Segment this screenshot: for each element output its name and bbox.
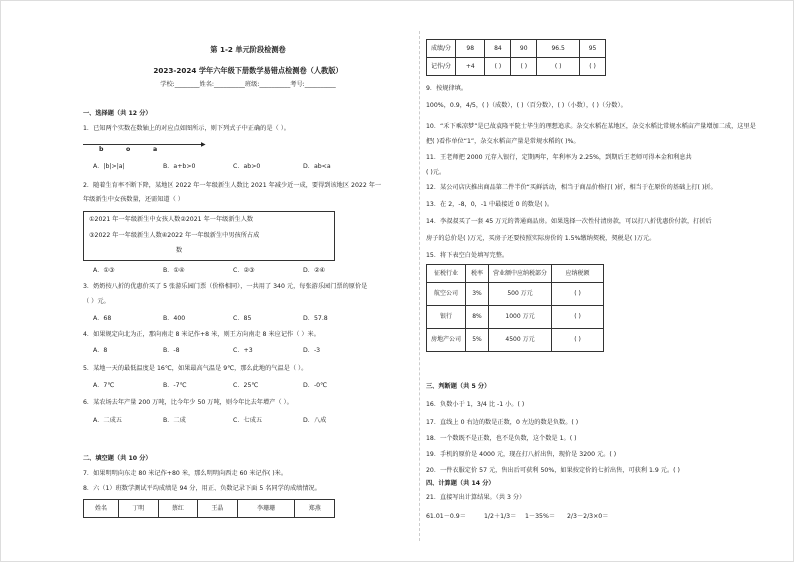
number-line-arrow: ▶ bbox=[201, 141, 206, 148]
question-19: 19．手机的原价是 4000 元，现在打八折出售，现价是 3200 元。( ) bbox=[426, 451, 617, 458]
number-line-label-o: o bbox=[126, 146, 131, 153]
tax-header-amount: 应纳税额 bbox=[552, 265, 604, 283]
q8-names-table bbox=[83, 499, 335, 518]
q8-name-cell: 丁明 bbox=[119, 500, 159, 518]
tax-cell-industry: 航空公司 bbox=[427, 283, 466, 306]
q2-option-d[interactable]: D．②④ bbox=[303, 267, 326, 274]
calc-item-3: 1－35%＝ bbox=[525, 513, 556, 520]
column-divider bbox=[419, 31, 420, 541]
q1-option-d[interactable]: D．ab<a bbox=[303, 163, 331, 170]
question-5: 5．某地一天的最低温度是 16℃，如果最高气温是 9℃，那么此地的气温是（ ）。 bbox=[83, 365, 308, 372]
question-21: 21．直接写出计算结果。（共 3 分） bbox=[426, 494, 526, 501]
question-17: 17．直线上 0 右边的数是正数，0 左边的数是负数。( ) bbox=[426, 419, 579, 426]
tax-cell-turnover: 500 万元 bbox=[489, 283, 552, 306]
section-choice: 一、选择题（共 12 分） bbox=[83, 110, 152, 117]
q2-option-a[interactable]: A．①③ bbox=[93, 267, 115, 274]
q4-option-c[interactable]: C．+3 bbox=[233, 347, 253, 354]
recorded-answer-cell[interactable]: ( ) bbox=[580, 58, 606, 76]
page-subtitle: 2023-2024 学年六年级下册数学易错点检测卷（人教版） bbox=[153, 66, 343, 75]
score-cell: 98 bbox=[456, 40, 485, 58]
q8-name-cell: 郑燕 bbox=[295, 500, 335, 518]
calc-item-1: 61.01－0.9＝ bbox=[426, 513, 466, 520]
score-cell: 90 bbox=[511, 40, 537, 58]
q6-option-a[interactable]: A．二成五 bbox=[93, 417, 122, 424]
tax-cell-rate: 3% bbox=[466, 283, 489, 306]
recorded-row-header: 记作/分 bbox=[427, 58, 456, 76]
q5-option-c[interactable]: C．25℃ bbox=[233, 382, 259, 389]
question-15: 15．将下表空白处填写完整。 bbox=[426, 252, 509, 259]
question-14-line2: 房子的总价是( )万元，买房子还要按照实际房价的 1.5%缴纳契税，契税是( )万元。 bbox=[426, 235, 656, 242]
q6-option-c[interactable]: C．七成五 bbox=[233, 417, 263, 424]
q1-option-a[interactable]: A．|b|>|a| bbox=[93, 163, 125, 170]
question-8: 8．六（1）班数学测试平均成绩是 94 分，用正、负数记录下面 5 名同学的成绩情况。 bbox=[83, 485, 321, 492]
question-16: 16．负数小于 1，3/4 比 -1 小。( ) bbox=[426, 401, 525, 408]
q1-options bbox=[93, 163, 373, 171]
question-14-line1: 14．李叔叔买了一套 45 万元的普通商品房。如果选择一次性付清房款，可以打八折优惠价付款，打折后 bbox=[426, 218, 712, 225]
q4-option-b[interactable]: B．-8 bbox=[163, 347, 180, 354]
q8-name-cell: 李珊珊 bbox=[237, 500, 295, 518]
student-info-line: 学校:________姓名:__________班级:__________考号:__________ bbox=[160, 81, 336, 88]
page-title: 第 1-2 单元阶段检测卷 bbox=[210, 45, 286, 54]
recorded-answer-cell[interactable]: ( ) bbox=[511, 58, 537, 76]
question-18: 18．一个数既不是正数，也不是负数，这个数是 1。( ) bbox=[426, 435, 577, 442]
q6-options bbox=[93, 417, 373, 425]
q6-option-b[interactable]: B．二成 bbox=[163, 417, 186, 424]
tax-cell-turnover: 4500 万元 bbox=[489, 329, 552, 352]
tax-header-industry: 征税行业 bbox=[427, 265, 466, 283]
score-row-header: 成绩/分 bbox=[427, 40, 456, 58]
calc-item-4: 2/3－2/3×0＝ bbox=[567, 513, 609, 520]
q5-option-a[interactable]: A．7℃ bbox=[93, 382, 115, 389]
tax-cell-answer[interactable]: ( ) bbox=[552, 329, 604, 352]
tax-cell-answer[interactable]: ( ) bbox=[552, 306, 604, 329]
question-13: 13．在 2，-8，0，-1 中最接近 0 的数是( )。 bbox=[426, 201, 554, 208]
q1-option-b[interactable]: B．a+b>0 bbox=[163, 163, 196, 170]
q3-option-b[interactable]: B．400 bbox=[163, 315, 186, 322]
question-7: 7．如果明明向东走 80 米记作+80 米，那么明明向西走 60 米记作( )米。 bbox=[83, 470, 288, 477]
question-3-line1: 3．奶奶按八折的优惠价买了 5 张游乐园门票（价格相同），一共用了 340 元，每张游乐园门票的原价是 bbox=[83, 283, 368, 290]
question-2-line1: 2．随着生育率不断下降，某地区 2022 年一年级新生人数比 2021 年减少近一成，要得到该地区 2022 年一 bbox=[83, 182, 382, 189]
score-cell: 84 bbox=[485, 40, 511, 58]
calc-item-2: 1/2＋1/3＝ bbox=[484, 513, 517, 520]
tax-table bbox=[426, 264, 604, 352]
question-12: 12．某公司店庆推出商品第二件半价“买鲜活动，相当于商品价格打( )折，相当于在原价的基础上打( )折。 bbox=[426, 184, 717, 191]
tax-header-turnover: 营业额中应纳税部分 bbox=[489, 265, 552, 283]
q5-options bbox=[93, 382, 373, 390]
q6-option-d[interactable]: D．八成 bbox=[303, 417, 327, 424]
question-4: 4．如果规定向北为正，那向南走 8 米记作+8 米，则王方向南走 8 米应记作（ ）米。 bbox=[83, 331, 320, 338]
question-11-line1: 11．王老师把 2000 元存入银行，定期两年，年利率为 2.25%，到期后王老师可得本金和利息共 bbox=[426, 154, 692, 161]
q2-option-c[interactable]: C．②③ bbox=[233, 267, 255, 274]
q2-options bbox=[93, 267, 373, 275]
q4-options bbox=[93, 347, 373, 355]
recorded-answer-cell[interactable]: ( ) bbox=[537, 58, 580, 76]
q2-box-line1: ①2021 年一年级新生中女孩人数②2021 年一年级新生人数 bbox=[89, 216, 254, 223]
recorded-answer-cell[interactable]: ( ) bbox=[485, 58, 511, 76]
q4-option-a[interactable]: A．8 bbox=[93, 347, 108, 354]
tax-cell-industry: 银行 bbox=[427, 306, 466, 329]
number-line-label-a: a bbox=[153, 146, 158, 153]
question-3-line2: （ ）元。 bbox=[83, 298, 110, 305]
tax-cell-industry: 房地产公司 bbox=[427, 329, 466, 352]
question-10-line1: 10．“禾下乘凉梦”是已故袁隆平院士毕生的理想追求。杂交水稻在某地区，杂交水稻比常规水稻亩产量增加二成，这里是 bbox=[426, 123, 756, 130]
tax-cell-answer[interactable]: ( ) bbox=[552, 283, 604, 306]
question-9-sequence: 100%，0.9，4/5，( )（成数），( )（百分数），( )（小数），( )（分数）。 bbox=[426, 102, 627, 109]
q1-option-c[interactable]: C．ab>0 bbox=[233, 163, 261, 170]
q8-name-cell: 王晶 bbox=[198, 500, 238, 518]
q2-option-b[interactable]: B．①④ bbox=[163, 267, 185, 274]
tax-cell-rate: 8% bbox=[466, 306, 489, 329]
tax-cell-turnover: 1000 万元 bbox=[489, 306, 552, 329]
q2-box-line3: 数 bbox=[176, 247, 183, 254]
q5-option-b[interactable]: B．-7℃ bbox=[163, 382, 187, 389]
question-1: 1．已知两个实数在数轴上的对应点如图所示，则下列式子中正确的是（ ）。 bbox=[83, 125, 290, 132]
q3-option-a[interactable]: A．68 bbox=[93, 315, 112, 322]
q8-names-header: 姓名 bbox=[84, 500, 119, 518]
question-11-line2: ( )元。 bbox=[426, 169, 446, 176]
question-9: 9．按规律填。 bbox=[426, 85, 468, 92]
q8-name-cell: 蔡红 bbox=[158, 500, 198, 518]
score-cell: 96.5 bbox=[537, 40, 580, 58]
question-20: 20．一件衣服定价 57 元，售出后可获利 50%，如果按定价的七折出售，可获利 1.9 元。( ) bbox=[426, 467, 680, 474]
question-6: 6．某农场去年产量 200 万吨，比今年少 50 万吨，则今年比去年增产（ ）。 bbox=[83, 399, 293, 406]
q3-options bbox=[93, 315, 373, 323]
number-line bbox=[83, 144, 203, 145]
section-true-false: 三、判断题（共 5 分） bbox=[426, 383, 491, 390]
section-calculation: 四、计算题（共 14 分） bbox=[426, 480, 495, 487]
q5-option-d[interactable]: D．-0℃ bbox=[303, 382, 328, 389]
tax-cell-rate: 5% bbox=[466, 329, 489, 352]
score-cell: 95 bbox=[580, 40, 606, 58]
number-line-label-b: b bbox=[99, 146, 104, 153]
q3-option-c[interactable]: C．85 bbox=[233, 315, 252, 322]
section-fill-blank: 二、填空题（共 10 分） bbox=[83, 455, 152, 462]
q3-option-d[interactable]: D．57.8 bbox=[303, 315, 328, 322]
tax-header-rate: 税率 bbox=[466, 265, 489, 283]
q2-box-line2: ③2022 年一年级新生人数④2022 年一年级新生中男孩所占成 bbox=[89, 232, 260, 239]
q8-scores-table bbox=[426, 39, 606, 76]
recorded-cell: +4 bbox=[456, 58, 485, 76]
question-10-line2: 把( )看作单位“1”，杂交水稻亩产量是常规水稻的( )%。 bbox=[426, 138, 580, 145]
question-2-line2: 年级新生中女孩数量，还需知道（ ） bbox=[83, 196, 184, 203]
q4-option-d[interactable]: D．-3 bbox=[303, 347, 321, 354]
